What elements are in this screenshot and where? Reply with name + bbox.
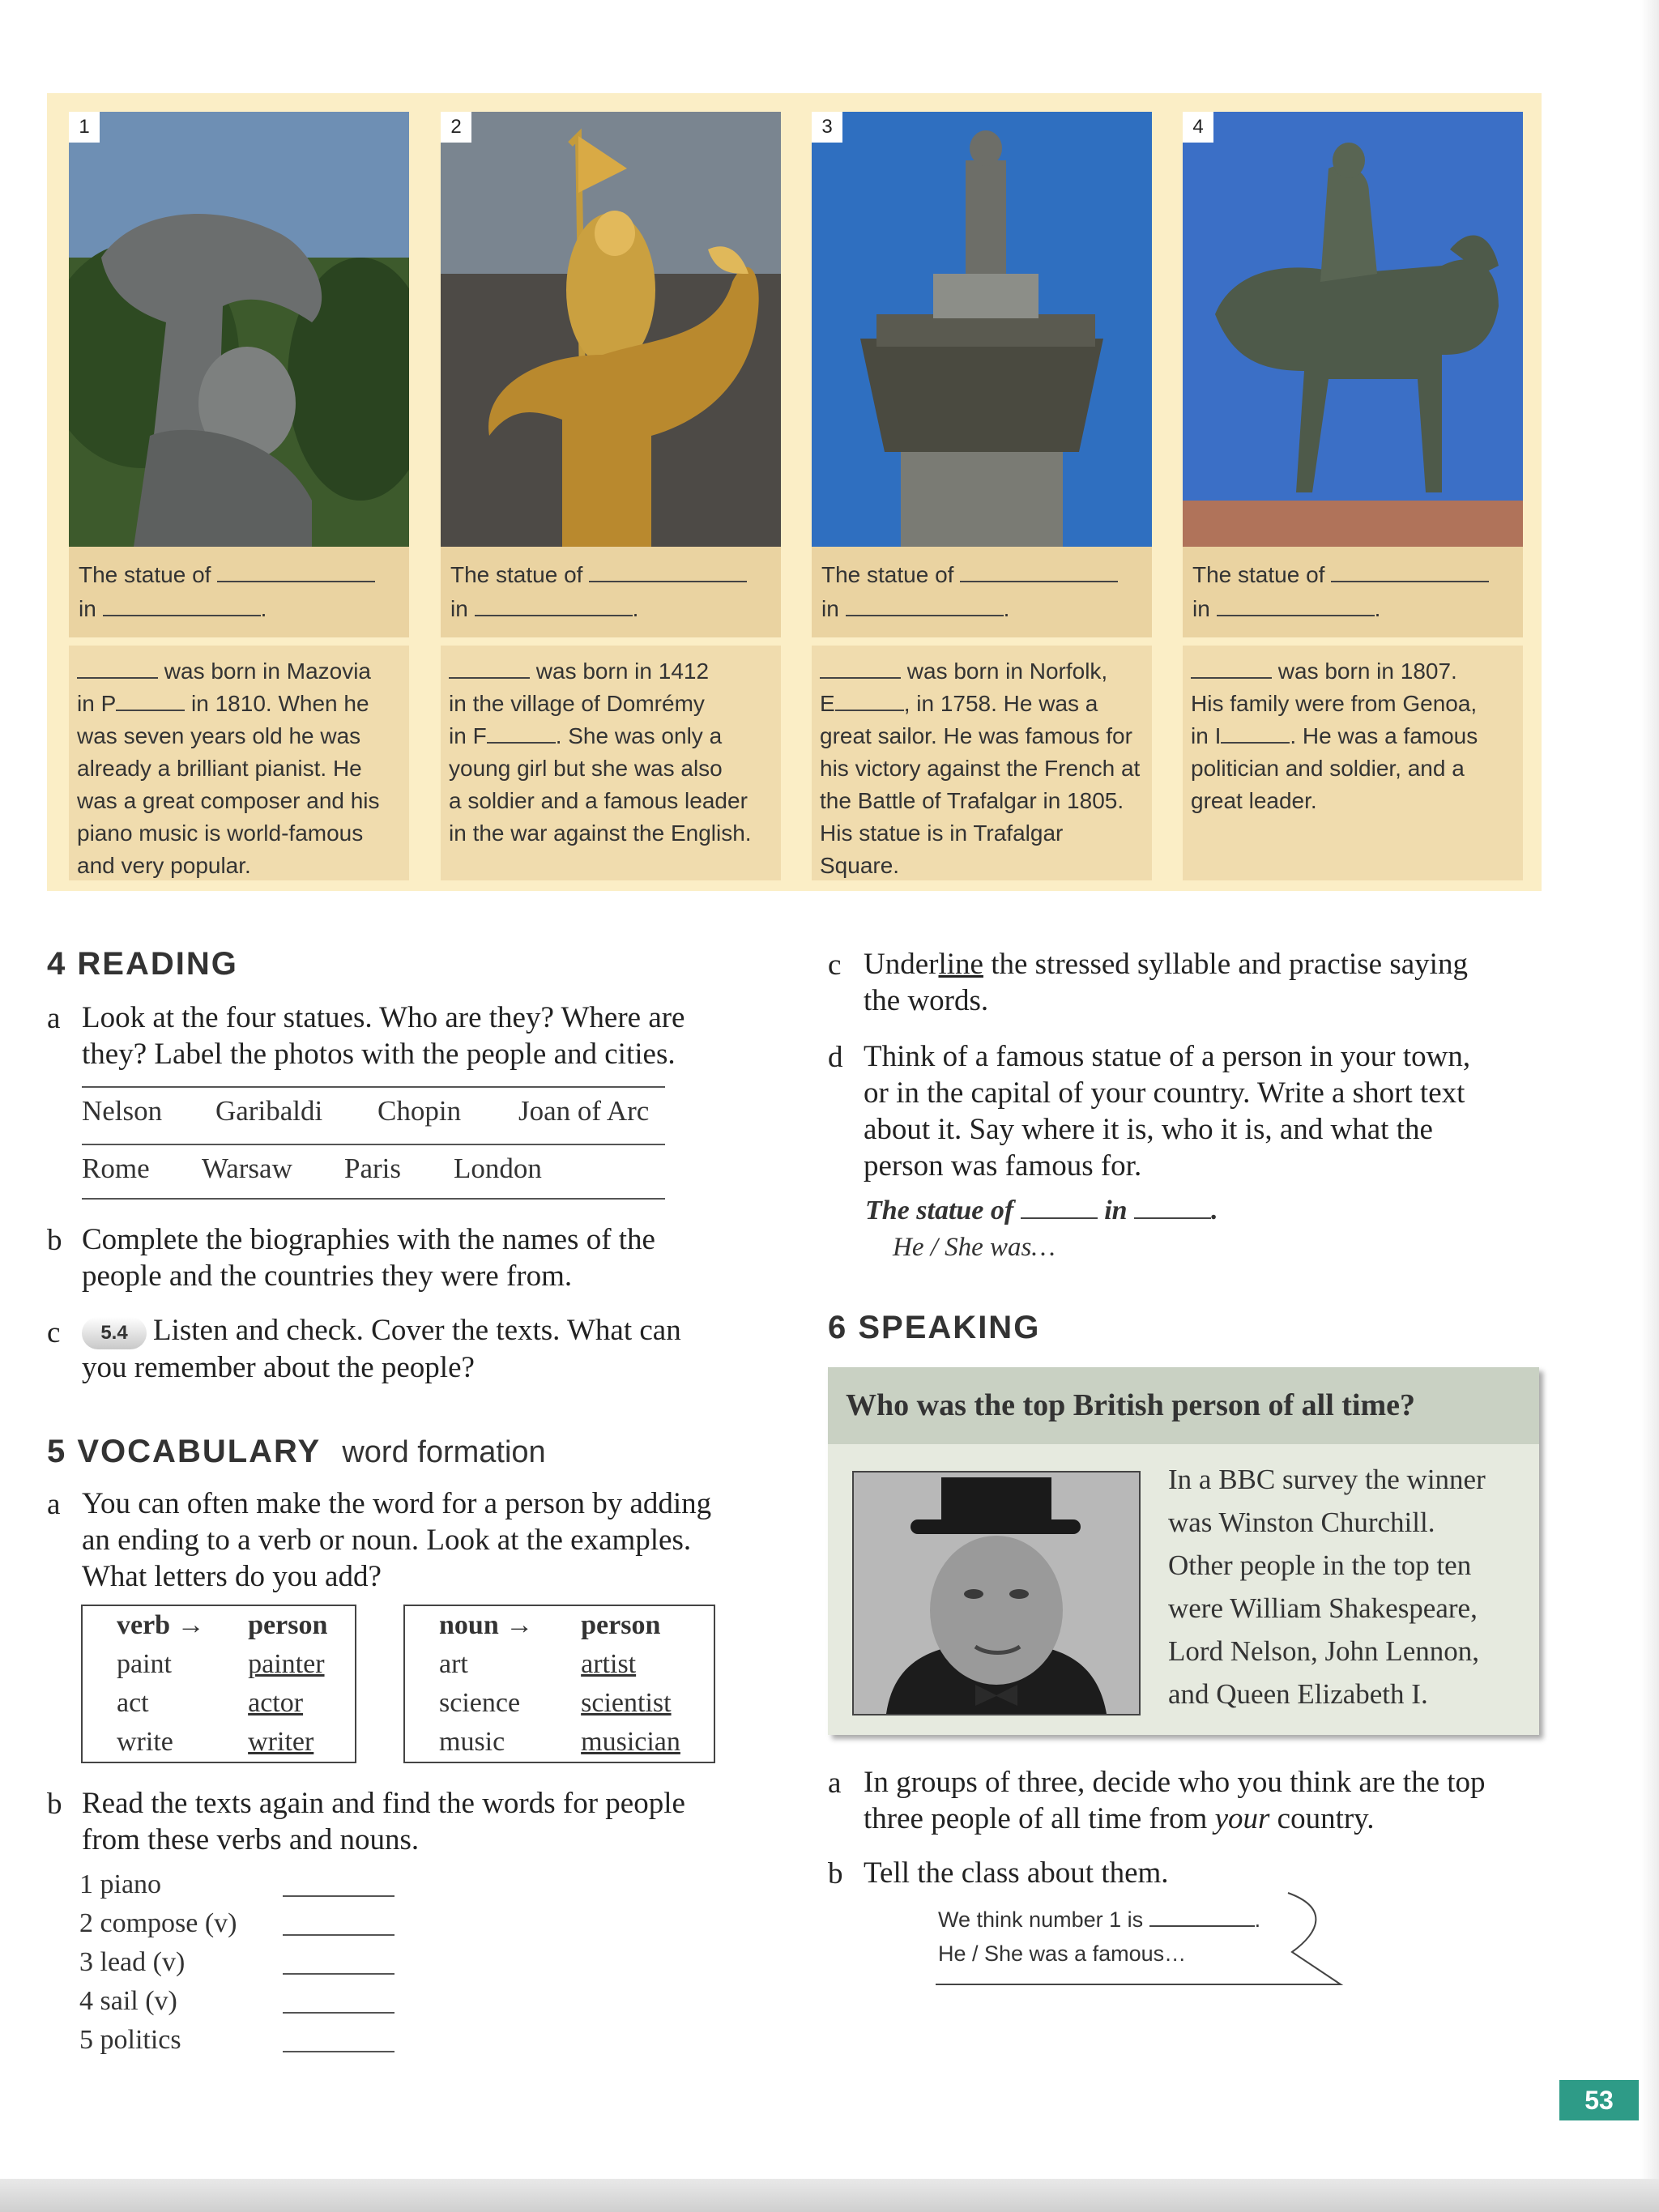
word-option: Paris: [344, 1153, 401, 1184]
verb-person-table: [81, 1605, 356, 1763]
statue-label: The statue of in .: [69, 547, 409, 637]
task-letter: d: [828, 1041, 843, 1074]
task-letter: b: [47, 1788, 62, 1821]
model-sentence: The statue of in .: [865, 1196, 1218, 1225]
exercise-item: 3 lead (v): [79, 1947, 186, 1977]
bio-line: a soldier and a famous leader: [449, 788, 748, 813]
box-text-line: Lord Nelson, John Lennon,: [1168, 1635, 1479, 1667]
exercise-item: 2 compose (v): [79, 1908, 237, 1938]
bio-line: was born in 1412: [535, 658, 710, 684]
task-line: Read the texts again and find the words for people: [82, 1787, 685, 1820]
column-header: person: [581, 1610, 661, 1640]
task-letter: a: [47, 1488, 61, 1521]
table-row: [404, 1723, 714, 1762]
task-line: Look at the four statues. Who are they? Where are: [82, 1001, 685, 1034]
bio-line: in F: [449, 723, 487, 748]
box-text-line: were William Shakespeare,: [1168, 1592, 1478, 1624]
name-blank[interactable]: [217, 560, 375, 582]
country-blank[interactable]: [835, 688, 904, 711]
person-blank[interactable]: [1191, 656, 1272, 679]
table-cell: art: [439, 1649, 468, 1679]
reading-task-a: [82, 999, 762, 1072]
word-option: Joan of Arc: [518, 1095, 650, 1127]
section-subtitle: word formation: [342, 1435, 546, 1469]
task-line: the words.: [864, 984, 989, 1017]
task-text: three people of all time from: [864, 1802, 1215, 1835]
bio-line: . She was only a: [555, 723, 723, 748]
box-text-line: was Winston Churchill.: [1168, 1507, 1435, 1538]
photo-number: 4: [1183, 112, 1213, 143]
photo-number: 2: [441, 112, 471, 143]
task-line: Think of a famous statue of a person in your town,: [864, 1040, 1471, 1073]
table-row: [82, 1645, 356, 1684]
task-line: You can often make the word for a person by adding: [82, 1487, 712, 1520]
exercise-item: 5 politics: [79, 2025, 181, 2055]
label-in: in: [1192, 596, 1210, 621]
statue-label: The statue of in .: [441, 547, 781, 637]
table-header-row: [404, 1605, 714, 1645]
bio-line: , in 1758. He was a: [903, 691, 1098, 716]
emphasis-text: your: [1214, 1802, 1270, 1835]
bio-line: in the village of Domrémy: [449, 691, 705, 716]
bubble-blank: [1149, 1909, 1255, 1927]
audio-track-badge[interactable]: 5.4: [82, 1317, 147, 1349]
reading-heading: [47, 946, 238, 982]
city-blank[interactable]: [846, 594, 1004, 616]
model-blank: [1134, 1200, 1211, 1219]
bio-line: in P: [77, 691, 117, 716]
reading-task-d: [864, 1038, 1593, 1184]
box-text-line: and Queen Elizabeth I.: [1168, 1678, 1428, 1710]
statue-label: The statue of in .: [812, 547, 1152, 637]
answer-blank[interactable]: [283, 1934, 394, 1936]
city-blank[interactable]: [475, 594, 633, 616]
task-line: or in the capital of your country. Write a short text: [864, 1076, 1465, 1110]
column-header: person: [248, 1610, 328, 1640]
box-text: [1168, 1458, 1525, 1715]
model-sentence-2: He / She was…: [893, 1233, 1056, 1262]
photo-number: 1: [69, 112, 100, 143]
column-header: verb →: [117, 1610, 205, 1640]
word-option: Warsaw: [202, 1153, 292, 1184]
table-cell: writer: [248, 1727, 314, 1757]
reading-task-b: [82, 1221, 762, 1294]
task-line: they? Label the photos with the people and cities.: [82, 1038, 676, 1071]
bio-line: was born in Norfolk,: [906, 658, 1108, 684]
table-cell: actor: [248, 1688, 304, 1718]
model-text: in: [1104, 1196, 1128, 1225]
bio-line: young girl but she was also: [449, 756, 723, 781]
bio-line: great leader.: [1191, 788, 1317, 813]
table-cell: painter: [248, 1649, 325, 1679]
task-letter: b: [47, 1224, 62, 1257]
table-row: [82, 1723, 356, 1762]
person-blank[interactable]: [77, 656, 158, 679]
label-prefix: The statue of: [450, 562, 583, 587]
task-line: people and the countries they were from.: [82, 1259, 573, 1293]
bubble-line: He / She was a famous…: [938, 1941, 1187, 1966]
model-blank: [1021, 1200, 1098, 1219]
box-title: Who was the top British person of all time?: [828, 1367, 1539, 1444]
speaking-heading: [828, 1310, 1040, 1346]
task-letter: a: [47, 1002, 61, 1035]
task-text: country.: [1269, 1802, 1375, 1835]
task-text: Under: [864, 948, 939, 981]
answer-blank[interactable]: [283, 1895, 394, 1897]
section-number: 4: [47, 946, 67, 982]
statue-bio: [441, 646, 781, 880]
bio-line: politician and soldier, and a: [1191, 756, 1465, 781]
bio-line: in 1810. When he: [191, 691, 369, 716]
page-edge-right: [1640, 0, 1659, 2212]
table-cell: write: [117, 1727, 173, 1757]
table-cell: scientist: [581, 1688, 672, 1718]
arrow-icon: →: [177, 1610, 205, 1640]
bio-line: was seven years old he was: [77, 723, 361, 748]
arrow-icon: →: [505, 1610, 534, 1640]
word-option: Nelson: [82, 1095, 163, 1127]
statue-label: The statue of in .: [1183, 547, 1523, 637]
task-line: In groups of three, decide who you think are the top: [864, 1766, 1486, 1799]
table-cell: musician: [581, 1727, 680, 1757]
table-row: [82, 1684, 356, 1723]
box-text-line: In a BBC survey the winner: [1168, 1464, 1486, 1495]
task-line: from these verbs and nouns.: [82, 1823, 420, 1856]
task-line: person was famous for.: [864, 1149, 1142, 1183]
table-cell: paint: [117, 1649, 172, 1679]
country-blank[interactable]: [1221, 721, 1290, 744]
task-line: Complete the biographies with the names of the: [82, 1223, 655, 1256]
section-number: 5: [47, 1434, 67, 1469]
person-blank[interactable]: [449, 656, 530, 679]
speech-bubble: [932, 1883, 1353, 2013]
page-number: 53: [1559, 2080, 1639, 2120]
bio-line: in the war against the English.: [449, 820, 752, 846]
column-header: noun →: [439, 1610, 534, 1640]
country-blank[interactable]: [116, 688, 185, 711]
section-title: READING: [77, 946, 238, 982]
bio-line: his victory against the French at: [820, 756, 1141, 781]
page-edge-bottom: [0, 2179, 1659, 2212]
nelson-column-photo: [812, 112, 1152, 547]
table-cell: science: [439, 1688, 521, 1718]
task-text: the stressed syllable and practise saying: [983, 948, 1468, 981]
photo-number: 3: [812, 112, 842, 143]
bbc-survey-box: [828, 1367, 1539, 1735]
name-blank[interactable]: [589, 560, 747, 582]
answer-blank[interactable]: [283, 2051, 394, 2052]
statue-bio: [69, 646, 409, 880]
answer-blank[interactable]: [283, 1973, 394, 1975]
country-blank[interactable]: [487, 721, 556, 744]
bubble-text: We think number 1 is: [938, 1907, 1144, 1932]
word-box-middle-rule: [82, 1144, 665, 1145]
statue-bio: [1183, 646, 1523, 880]
garibaldi-statue-photo: [1183, 112, 1523, 547]
speaking-task-a: [864, 1764, 1593, 1837]
vocab-task-a: [82, 1485, 795, 1595]
vocab-task-b: [82, 1785, 795, 1858]
task-line: an ending to a verb or noun. Look at the examples.: [82, 1524, 692, 1557]
bio-line: the Battle of Trafalgar in 1805.: [820, 788, 1124, 813]
label-prefix: The statue of: [821, 562, 954, 587]
bio-line: piano music is world-famous: [77, 820, 364, 846]
model-text: The statue of: [865, 1196, 1014, 1225]
bio-line: was a great composer and his: [77, 788, 380, 813]
reading-task-c-underline: [864, 946, 1576, 1019]
task-line: you remember about the people?: [82, 1350, 475, 1384]
city-blank[interactable]: [103, 594, 261, 616]
task-line: about it. Say where it is, who it is, and what the: [864, 1113, 1433, 1146]
task-line: Listen and check. Cover the texts. What can: [153, 1314, 681, 1347]
task-letter: a: [828, 1767, 842, 1800]
bio-line: His statue is in Trafalgar Square.: [820, 820, 1064, 878]
task-letter: c: [828, 948, 842, 982]
churchill-photo: [852, 1471, 1141, 1715]
task-line: What letters do you add?: [82, 1560, 382, 1593]
table-row: [404, 1645, 714, 1684]
word-option: Chopin: [377, 1095, 462, 1127]
bio-line: and very popular.: [77, 853, 251, 878]
word-option: Garibaldi: [215, 1095, 323, 1127]
bio-line: was born in Mazovia: [164, 658, 372, 684]
table-row: [404, 1684, 714, 1723]
speaking-task-b: Tell the class about them.: [864, 1856, 1169, 1890]
statue-bio: [812, 646, 1152, 880]
vocabulary-heading: [47, 1434, 546, 1470]
task-letter: b: [828, 1857, 843, 1890]
table-cell: act: [117, 1688, 149, 1718]
bio-line: . He was a famous: [1290, 723, 1478, 748]
label-in: in: [450, 596, 468, 621]
underlined-text: line: [938, 948, 983, 981]
exercise-item: 4 sail (v): [79, 1986, 177, 2016]
bio-line: great sailor. He was famous for: [820, 723, 1132, 748]
word-box-top-rule: [82, 1086, 665, 1088]
word-option: London: [454, 1153, 542, 1184]
bio-line: E: [820, 691, 835, 716]
table-cell: music: [439, 1727, 505, 1757]
bio-line: was born in 1807.: [1277, 658, 1457, 684]
joan-of-arc-statue-photo: [441, 112, 781, 547]
bio-line: His family were from Genoa,: [1191, 691, 1478, 716]
chopin-statue-photo: [69, 112, 409, 547]
label-prefix: The statue of: [1192, 562, 1325, 587]
bio-line: already a brilliant pianist. He: [77, 756, 362, 781]
section-title: VOCABULARY: [77, 1434, 322, 1469]
noun-person-table: [403, 1605, 715, 1763]
name-blank[interactable]: [1331, 560, 1489, 582]
label-in: in: [821, 596, 839, 621]
section-title: SPEAKING: [858, 1310, 1041, 1345]
reading-task-c: [82, 1312, 778, 1386]
label-in: in: [79, 596, 96, 621]
section-number: 6: [828, 1310, 848, 1345]
task-letter: c: [47, 1316, 61, 1349]
word-option: Rome: [82, 1153, 150, 1184]
city-blank[interactable]: [1217, 594, 1375, 616]
word-box-bottom-rule: [82, 1198, 665, 1200]
person-blank[interactable]: [820, 656, 901, 679]
table-cell: artist: [581, 1649, 637, 1679]
label-prefix: The statue of: [79, 562, 211, 587]
table-header-row: [82, 1605, 356, 1645]
answer-blank[interactable]: [283, 2012, 394, 2014]
bio-line: in I: [1191, 723, 1222, 748]
exercise-item: 1 piano: [79, 1869, 162, 1899]
name-blank[interactable]: [960, 560, 1118, 582]
bubble-line: We think number 1 is .: [938, 1907, 1261, 1932]
box-text-line: Other people in the top ten: [1168, 1549, 1472, 1581]
